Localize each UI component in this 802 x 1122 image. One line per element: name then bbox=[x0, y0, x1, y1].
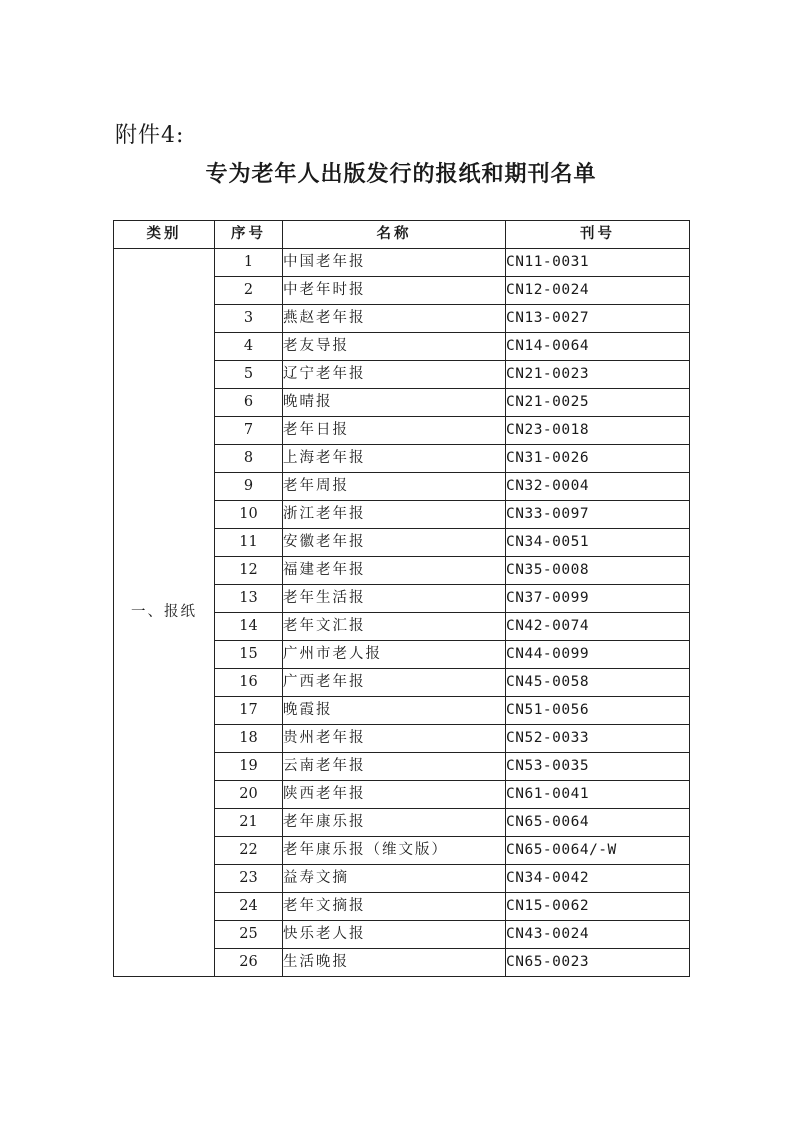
code-cell: CN53-0035 bbox=[506, 753, 690, 781]
name-cell: 晚霞报 bbox=[283, 697, 506, 725]
seq-cell: 14 bbox=[215, 613, 283, 641]
name-cell: 老年生活报 bbox=[283, 585, 506, 613]
seq-cell: 11 bbox=[215, 529, 283, 557]
table-row bbox=[114, 249, 690, 277]
name-cell: 广州市老人报 bbox=[283, 641, 506, 669]
name-cell: 中老年时报 bbox=[283, 277, 506, 305]
name-cell: 老年康乐报 bbox=[283, 809, 506, 837]
code-cell: CN15-0062 bbox=[506, 893, 690, 921]
name-cell: 老年康乐报（维文版） bbox=[283, 837, 506, 865]
name-cell: 晚晴报 bbox=[283, 389, 506, 417]
code-cell: CN14-0064 bbox=[506, 333, 690, 361]
table-body bbox=[114, 249, 690, 977]
seq-cell: 22 bbox=[215, 837, 283, 865]
seq-cell: 12 bbox=[215, 557, 283, 585]
code-cell: CN65-0064/-W bbox=[506, 837, 690, 865]
code-cell: CN61-0041 bbox=[506, 781, 690, 809]
code-cell: CN51-0056 bbox=[506, 697, 690, 725]
seq-cell: 25 bbox=[215, 921, 283, 949]
code-cell: CN43-0024 bbox=[506, 921, 690, 949]
publication-table bbox=[113, 220, 690, 977]
name-cell: 云南老年报 bbox=[283, 753, 506, 781]
seq-cell: 18 bbox=[215, 725, 283, 753]
name-cell: 上海老年报 bbox=[283, 445, 506, 473]
name-cell: 贵州老年报 bbox=[283, 725, 506, 753]
name-cell: 快乐老人报 bbox=[283, 921, 506, 949]
name-cell: 燕赵老年报 bbox=[283, 305, 506, 333]
seq-cell: 9 bbox=[215, 473, 283, 501]
table-header-row bbox=[114, 221, 690, 249]
name-cell: 老友导报 bbox=[283, 333, 506, 361]
name-cell: 安徽老年报 bbox=[283, 529, 506, 557]
code-cell: CN33-0097 bbox=[506, 501, 690, 529]
seq-cell: 10 bbox=[215, 501, 283, 529]
code-cell: CN11-0031 bbox=[506, 249, 690, 277]
code-cell: CN65-0023 bbox=[506, 949, 690, 977]
attachment-label: 附件4: bbox=[115, 123, 185, 148]
code-cell: CN21-0023 bbox=[506, 361, 690, 389]
header-name: 名称 bbox=[283, 221, 506, 249]
seq-cell: 4 bbox=[215, 333, 283, 361]
seq-cell: 17 bbox=[215, 697, 283, 725]
code-cell: CN35-0008 bbox=[506, 557, 690, 585]
seq-cell: 1 bbox=[215, 249, 283, 277]
name-cell: 中国老年报 bbox=[283, 249, 506, 277]
name-cell: 陕西老年报 bbox=[283, 781, 506, 809]
seq-cell: 13 bbox=[215, 585, 283, 613]
document-title: 专为老年人出版发行的报纸和期刊名单 bbox=[205, 162, 597, 187]
code-cell: CN12-0024 bbox=[506, 277, 690, 305]
code-cell: CN32-0004 bbox=[506, 473, 690, 501]
seq-cell: 21 bbox=[215, 809, 283, 837]
name-cell: 老年文摘报 bbox=[283, 893, 506, 921]
name-cell: 老年文汇报 bbox=[283, 613, 506, 641]
code-cell: CN45-0058 bbox=[506, 669, 690, 697]
seq-cell: 3 bbox=[215, 305, 283, 333]
name-cell: 益寿文摘 bbox=[283, 865, 506, 893]
category-cell: 一、报纸 bbox=[114, 249, 215, 977]
code-cell: CN65-0064 bbox=[506, 809, 690, 837]
code-cell: CN34-0042 bbox=[506, 865, 690, 893]
seq-cell: 23 bbox=[215, 865, 283, 893]
code-cell: CN21-0025 bbox=[506, 389, 690, 417]
seq-cell: 20 bbox=[215, 781, 283, 809]
header-code: 刊号 bbox=[506, 221, 690, 249]
seq-cell: 6 bbox=[215, 389, 283, 417]
seq-cell: 2 bbox=[215, 277, 283, 305]
name-cell: 辽宁老年报 bbox=[283, 361, 506, 389]
code-cell: CN44-0099 bbox=[506, 641, 690, 669]
seq-cell: 8 bbox=[215, 445, 283, 473]
name-cell: 老年日报 bbox=[283, 417, 506, 445]
seq-cell: 7 bbox=[215, 417, 283, 445]
name-cell: 生活晚报 bbox=[283, 949, 506, 977]
seq-cell: 26 bbox=[215, 949, 283, 977]
name-cell: 福建老年报 bbox=[283, 557, 506, 585]
seq-cell: 5 bbox=[215, 361, 283, 389]
name-cell: 浙江老年报 bbox=[283, 501, 506, 529]
header-category: 类别 bbox=[114, 221, 215, 249]
seq-cell: 16 bbox=[215, 669, 283, 697]
code-cell: CN13-0027 bbox=[506, 305, 690, 333]
code-cell: CN31-0026 bbox=[506, 445, 690, 473]
code-cell: CN52-0033 bbox=[506, 725, 690, 753]
code-cell: CN37-0099 bbox=[506, 585, 690, 613]
name-cell: 老年周报 bbox=[283, 473, 506, 501]
seq-cell: 24 bbox=[215, 893, 283, 921]
seq-cell: 15 bbox=[215, 641, 283, 669]
code-cell: CN42-0074 bbox=[506, 613, 690, 641]
code-cell: CN34-0051 bbox=[506, 529, 690, 557]
header-seq: 序号 bbox=[215, 221, 283, 249]
seq-cell: 19 bbox=[215, 753, 283, 781]
name-cell: 广西老年报 bbox=[283, 669, 506, 697]
code-cell: CN23-0018 bbox=[506, 417, 690, 445]
